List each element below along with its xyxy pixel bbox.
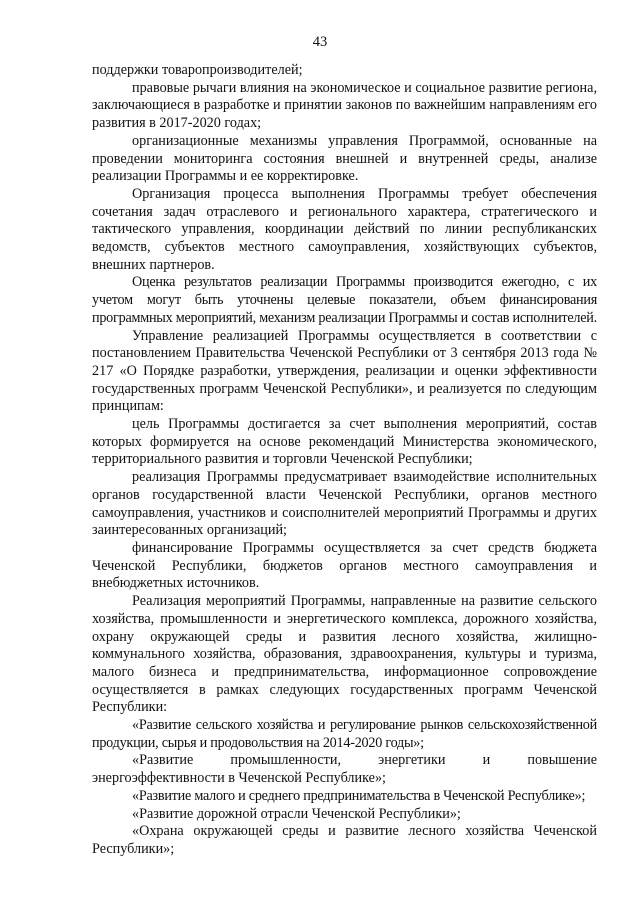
paragraph: Оценка результатов реализации Программы производится ежегодно, с их учетом могут быть уточнены целевые показатели, объем финансирования программных мероприятий, механизм реализации Программы и состав исполнителей. xyxy=(92,274,597,326)
paragraph: цель Программы достигается за счет выполнения мероприятий, состав которых формируется на основе рекомендаций Министерства экономического, территориального развития и торговли Чеченской Республики; xyxy=(92,416,597,468)
paragraph: финансирование Программы осуществляется за счет средств бюджета Чеченской Республики, бюджетов органов местного самоуправления и внебюджетных источников. xyxy=(92,539,597,592)
paragraph: «Охрана окружающей среды и развитие лесного хозяйства Чеченской Республики»; xyxy=(92,823,597,857)
paragraph: «Развитие малого и среднего предпринимательства в Чеченской Республике»; xyxy=(132,787,586,804)
paragraph: реализация Программы предусматривает взаимодействие исполнительных органов государственной власти Чеченской Республики, органов местного самоуправления, участников и соисполнителей мероприятий Программы и других заинтересованных организаций; xyxy=(92,469,597,539)
paragraph: «Развитие промышленности, энергетики и повышение энергоэффективности в Чеченской Республике»; xyxy=(92,752,597,787)
paragraph: правовые рычаги влияния на экономическое и социальное развитие региона, заключающиеся в разработке и принятии законов по важнейшим направлениям его развития в 2017-2020 годах; xyxy=(92,79,597,132)
paragraph: «Развитие сельского хозяйства и регулирование рынков сельскохозяйственной продукции, сырья и продовольствия на 2014-2020 годы»; xyxy=(92,717,597,751)
paragraph: Управление реализацией Программы осуществляется в соответствии с постановлением Правительства Чеченской Республики от 3 сентября 2013 года № 217 «О Порядке разработки, утверждения, реализации и оценки эффективности государственных программ Чеченской Республики», и реализуется по следующим принципам: xyxy=(92,327,597,415)
paragraph: Организация процесса выполнения Программы требует обеспечения сочетания задач отраслевого и регионального характера, стратегического и тактического управления, координации действий по линии республиканских ведомств, субъектов местного самоуправления, хозяйствующих субъектов, внешних партнеров. xyxy=(92,185,597,273)
document-body xyxy=(92,62,597,859)
paragraph: организационные механизмы управления Программой, основанные на проведении мониторинга состояния внешней и внутренней среды, анализе реализации Программы и ее корректировке. xyxy=(92,132,597,185)
page-number: 43 xyxy=(312,34,328,50)
paragraph: Реализация мероприятий Программы, направленные на развитие сельского хозяйства, промышленности и энергетического комплекса, дорожного хозяйства, охрану окружающей среды и развития лесного хозяйства, жилищно-коммунального хозяйства, образования, здравоохранения, культуры и туризма, малого бизнеса и предпринимательства, информационное сопровождение осуществляется в рамках следующих государственных программ Чеченской Республики: xyxy=(92,593,597,716)
paragraph: «Развитие дорожной отрасли Чеченской Республики»; xyxy=(132,805,461,822)
paragraph: поддержки товаропроизводителей; xyxy=(92,62,303,78)
